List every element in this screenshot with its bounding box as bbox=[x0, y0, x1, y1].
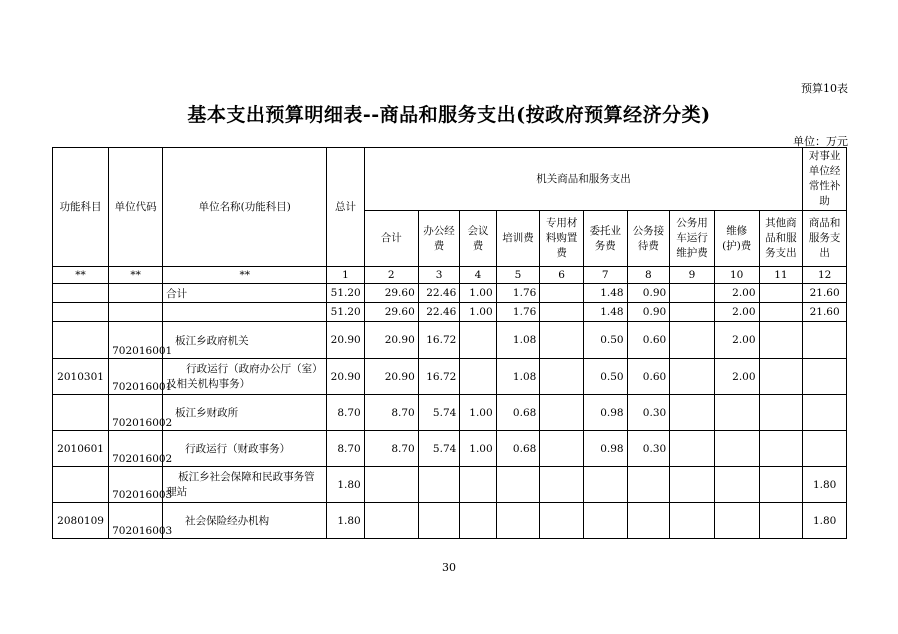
header-other: 其他商品和服务支出 bbox=[759, 211, 803, 267]
commission-cell: 0.50 bbox=[583, 359, 627, 395]
index-cell: 2 bbox=[364, 267, 418, 284]
office-cell: 22.46 bbox=[418, 284, 460, 303]
page-number: 30 bbox=[442, 561, 456, 574]
subsidy-cell bbox=[803, 322, 847, 359]
training-cell bbox=[496, 503, 540, 539]
reception-cell: 0.90 bbox=[627, 303, 670, 322]
office-cell: 16.72 bbox=[418, 322, 460, 359]
table-row-total bbox=[53, 284, 847, 303]
maintenance-cell bbox=[714, 395, 759, 431]
office-cell: 5.74 bbox=[418, 395, 460, 431]
code-cell bbox=[109, 303, 163, 322]
meeting-cell bbox=[460, 322, 496, 359]
code-cell: 702016001 bbox=[109, 359, 163, 395]
name-cell: 社会保险经办机构 bbox=[163, 503, 327, 539]
meeting-cell: 1.00 bbox=[460, 284, 496, 303]
index-cell: 11 bbox=[759, 267, 803, 284]
index-cell: 12 bbox=[803, 267, 847, 284]
table-row bbox=[53, 467, 847, 503]
reception-cell: 0.30 bbox=[627, 431, 670, 467]
header-func-subject: 功能科目 bbox=[53, 148, 109, 267]
func-cell bbox=[53, 284, 109, 303]
total-cell: 20.90 bbox=[327, 322, 364, 359]
header-group: 机关商品和服务支出 bbox=[364, 148, 803, 211]
index-cell: 1 bbox=[327, 267, 364, 284]
commission-cell: 0.98 bbox=[583, 431, 627, 467]
subtotal-cell: 8.70 bbox=[364, 431, 418, 467]
vehicle-cell bbox=[670, 467, 715, 503]
commission-cell: 1.48 bbox=[583, 303, 627, 322]
header-special-materials: 专用材料购置费 bbox=[540, 211, 584, 267]
document-title: 基本支出预算明细表--商品和服务支出(按政府预算经济分类) bbox=[187, 104, 711, 126]
meeting-cell: 1.00 bbox=[460, 395, 496, 431]
code-cell bbox=[109, 284, 163, 303]
office-cell: 5.74 bbox=[418, 431, 460, 467]
vehicle-cell bbox=[670, 359, 715, 395]
vehicle-cell bbox=[670, 322, 715, 359]
commission-cell bbox=[583, 467, 627, 503]
name-cell: 板江乡政府机关 bbox=[163, 322, 327, 359]
table-row bbox=[53, 359, 847, 395]
index-cell: ** bbox=[109, 267, 163, 284]
meeting-cell: 1.00 bbox=[460, 431, 496, 467]
header-commission: 委托业务费 bbox=[583, 211, 627, 267]
unit-label: 单位：万元 bbox=[793, 135, 848, 148]
vehicle-cell bbox=[670, 303, 715, 322]
commission-cell bbox=[583, 503, 627, 539]
reception-cell: 0.90 bbox=[627, 284, 670, 303]
meeting-cell: 1.00 bbox=[460, 303, 496, 322]
commission-cell: 0.98 bbox=[583, 395, 627, 431]
commission-cell: 0.50 bbox=[583, 322, 627, 359]
table-number: 预算10表 bbox=[801, 82, 848, 95]
reception-cell bbox=[627, 503, 670, 539]
name-cell bbox=[163, 303, 327, 322]
maintenance-cell bbox=[714, 431, 759, 467]
reception-cell: 0.30 bbox=[627, 395, 670, 431]
index-cell: 3 bbox=[418, 267, 460, 284]
index-cell: 7 bbox=[583, 267, 627, 284]
subtotal-cell bbox=[364, 467, 418, 503]
subtotal-cell: 29.60 bbox=[364, 303, 418, 322]
header-row-1 bbox=[53, 148, 847, 211]
total-cell: 20.90 bbox=[327, 359, 364, 395]
training-cell: 0.68 bbox=[496, 431, 540, 467]
meeting-cell bbox=[460, 503, 496, 539]
header-training: 培训费 bbox=[496, 211, 540, 267]
func-cell bbox=[53, 395, 109, 431]
code-cell: 702016003 bbox=[109, 503, 163, 539]
vehicle-cell bbox=[670, 431, 715, 467]
header-maintenance: 维修(护)费 bbox=[714, 211, 759, 267]
code-cell: 702016002 bbox=[109, 395, 163, 431]
office-cell bbox=[418, 503, 460, 539]
other-cell bbox=[759, 284, 803, 303]
training-cell: 0.68 bbox=[496, 395, 540, 431]
meeting-cell bbox=[460, 359, 496, 395]
index-cell: 8 bbox=[627, 267, 670, 284]
training-cell: 1.76 bbox=[496, 284, 540, 303]
subsidy-cell: 1.80 bbox=[803, 467, 847, 503]
commission-cell: 1.48 bbox=[583, 284, 627, 303]
special-cell bbox=[540, 284, 584, 303]
training-cell bbox=[496, 467, 540, 503]
subtotal-cell: 20.90 bbox=[364, 359, 418, 395]
other-cell bbox=[759, 431, 803, 467]
header-reception: 公务接待费 bbox=[627, 211, 670, 267]
code-cell: 702016001 bbox=[109, 322, 163, 359]
index-cell: ** bbox=[163, 267, 327, 284]
header-unit-name: 单位名称(功能科目) bbox=[163, 148, 327, 267]
index-cell: 10 bbox=[714, 267, 759, 284]
header-vehicle: 公务用车运行维护费 bbox=[670, 211, 715, 267]
func-cell bbox=[53, 467, 109, 503]
table-row bbox=[53, 431, 847, 467]
office-cell: 16.72 bbox=[418, 359, 460, 395]
name-cell: 行政运行（财政事务） bbox=[163, 431, 327, 467]
subsidy-cell: 21.60 bbox=[803, 303, 847, 322]
func-cell bbox=[53, 322, 109, 359]
meeting-cell bbox=[460, 467, 496, 503]
header-subsidy-group: 对事业单位经常性补助 bbox=[803, 148, 847, 211]
subsidy-cell bbox=[803, 359, 847, 395]
index-cell: ** bbox=[53, 267, 109, 284]
header-subtotal: 合计 bbox=[364, 211, 418, 267]
subsidy-cell: 21.60 bbox=[803, 284, 847, 303]
index-cell: 9 bbox=[670, 267, 715, 284]
training-cell: 1.08 bbox=[496, 359, 540, 395]
office-cell: 22.46 bbox=[418, 303, 460, 322]
subsidy-cell bbox=[803, 431, 847, 467]
subtotal-cell: 8.70 bbox=[364, 395, 418, 431]
subsidy-cell bbox=[803, 395, 847, 431]
special-cell bbox=[540, 431, 584, 467]
table-row bbox=[53, 322, 847, 359]
maintenance-cell: 2.00 bbox=[714, 284, 759, 303]
reception-cell: 0.60 bbox=[627, 359, 670, 395]
budget-table bbox=[52, 147, 847, 539]
total-cell: 51.20 bbox=[327, 303, 364, 322]
training-cell: 1.76 bbox=[496, 303, 540, 322]
special-cell bbox=[540, 467, 584, 503]
reception-cell: 0.60 bbox=[627, 322, 670, 359]
other-cell bbox=[759, 503, 803, 539]
header-unit-code: 单位代码 bbox=[109, 148, 163, 267]
func-cell: 2080109 bbox=[53, 503, 109, 539]
maintenance-cell: 2.00 bbox=[714, 359, 759, 395]
total-cell: 8.70 bbox=[327, 395, 364, 431]
reception-cell bbox=[627, 467, 670, 503]
table-row bbox=[53, 395, 847, 431]
index-cell: 4 bbox=[460, 267, 496, 284]
index-cell: 5 bbox=[496, 267, 540, 284]
header-goods-services: 商品和服务支出 bbox=[803, 211, 847, 267]
special-cell bbox=[540, 322, 584, 359]
other-cell bbox=[759, 303, 803, 322]
name-cell: 合计 bbox=[163, 284, 327, 303]
total-cell: 1.80 bbox=[327, 467, 364, 503]
table-row bbox=[53, 303, 847, 322]
func-cell: 2010301 bbox=[53, 359, 109, 395]
name-cell: 板江乡财政所 bbox=[163, 395, 327, 431]
vehicle-cell bbox=[670, 503, 715, 539]
subsidy-cell: 1.80 bbox=[803, 503, 847, 539]
code-cell: 702016002 bbox=[109, 431, 163, 467]
subtotal-cell: 29.60 bbox=[364, 284, 418, 303]
maintenance-cell bbox=[714, 503, 759, 539]
header-office: 办公经费 bbox=[418, 211, 460, 267]
subtotal-cell: 20.90 bbox=[364, 322, 418, 359]
maintenance-cell bbox=[714, 467, 759, 503]
other-cell bbox=[759, 359, 803, 395]
maintenance-cell: 2.00 bbox=[714, 322, 759, 359]
header-total: 总计 bbox=[327, 148, 364, 267]
office-cell bbox=[418, 467, 460, 503]
special-cell bbox=[540, 503, 584, 539]
name-cell: 板江乡社会保障和民政事务管理站 bbox=[163, 467, 327, 503]
training-cell: 1.08 bbox=[496, 322, 540, 359]
total-cell: 8.70 bbox=[327, 431, 364, 467]
total-cell: 51.20 bbox=[327, 284, 364, 303]
name-cell: 行政运行（政府办公厅（室）及相关机构事务） bbox=[163, 359, 327, 395]
other-cell bbox=[759, 395, 803, 431]
subtotal-cell bbox=[364, 503, 418, 539]
func-cell: 2010601 bbox=[53, 431, 109, 467]
total-cell: 1.80 bbox=[327, 503, 364, 539]
other-cell bbox=[759, 322, 803, 359]
special-cell bbox=[540, 303, 584, 322]
header-meeting: 会议费 bbox=[460, 211, 496, 267]
index-row bbox=[53, 267, 847, 284]
index-cell: 6 bbox=[540, 267, 584, 284]
vehicle-cell bbox=[670, 284, 715, 303]
table-row bbox=[53, 503, 847, 539]
maintenance-cell: 2.00 bbox=[714, 303, 759, 322]
vehicle-cell bbox=[670, 395, 715, 431]
func-cell bbox=[53, 303, 109, 322]
code-cell: 702016003 bbox=[109, 467, 163, 503]
special-cell bbox=[540, 359, 584, 395]
special-cell bbox=[540, 395, 584, 431]
other-cell bbox=[759, 467, 803, 503]
